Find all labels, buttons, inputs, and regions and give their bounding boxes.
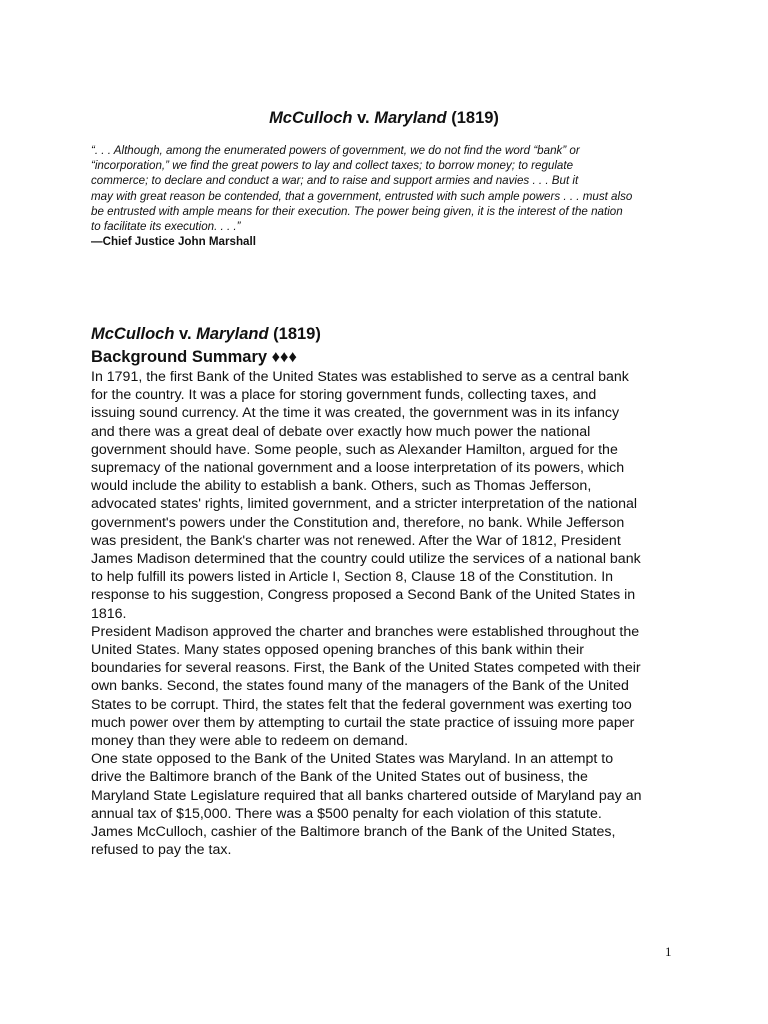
title-case-second: Maryland	[374, 109, 447, 127]
body-line: annual tax of $15,000. There was a $500 penalty for each violation of this statute.	[91, 805, 602, 822]
body-line: 1816.	[91, 605, 127, 622]
body-paragraph	[91, 368, 691, 623]
body-line: United States. Many states opposed opening branches of this bank within their	[91, 642, 584, 659]
body-line: to help fulfill its powers listed in Article I, Section 8, Clause 18 of the Constitution. In	[91, 569, 614, 586]
section-case-first: McCulloch	[91, 325, 175, 343]
section-versus: v.	[174, 325, 197, 343]
background-summary	[91, 368, 691, 859]
body-line: money than they were able to redeem on demand.	[91, 733, 409, 750]
section-case-second: Maryland	[196, 325, 269, 343]
body-line: supremacy of the national government and a loose interpretation of its powers, which	[91, 460, 625, 477]
body-line: much power over them by attempting to curtail the state practice of issuing more paper	[91, 714, 635, 731]
body-line: States to be corrupt. Third, the states felt that the federal government was exerting too	[91, 696, 632, 713]
section-subtitle: Background Summary ♦♦♦	[91, 348, 297, 366]
body-line: issuing sound currency. At the time it was created, the government was in its infancy	[91, 405, 620, 422]
body-line: and there was a great deal of debate over exactly how much power the national	[91, 423, 591, 440]
body-line: One state opposed to the Bank of the United States was Maryland. In an attempt to	[91, 751, 614, 768]
body-line: government's powers under the Constitution and, therefore, no bank. While Jefferson	[91, 514, 625, 531]
body-line: advocated states' rights, limited government, and a stricter interpretation of the national	[91, 496, 638, 513]
body-line: In 1791, the first Bank of the United States was established to serve as a central bank	[91, 369, 629, 385]
body-line: for the country. It was a place for storing government funds, collecting taxes, and	[91, 387, 597, 404]
quote-line: be entrusted with ample means for their execution. The power being given, it is the interest of the nation	[91, 204, 623, 218]
page-title	[0, 108, 768, 128]
quote-line: may with great reason be contended, that a government, entrusted with such ample powers . . . must also	[91, 189, 633, 203]
section-year: (1819)	[268, 325, 321, 343]
quote-line: to facilitate its execution. . . .”	[91, 220, 241, 234]
body-line: President Madison approved the charter and branches were established throughout the	[91, 623, 640, 640]
body-line: James McCulloch, cashier of the Baltimore branch of the Bank of the United States,	[91, 824, 616, 841]
quote-line: “. . . Although, among the enumerated powers of government, we do not find the word “bank” or	[91, 144, 580, 157]
quote-attribution: —Chief Justice John Marshall	[91, 235, 256, 249]
body-line: would include the ability to establish a bank. Others, such as Thomas Jefferson,	[91, 478, 592, 495]
body-line: James Madison determined that the country could utilize the services of a national bank	[91, 551, 641, 568]
body-line: was president, the Bank's charter was not renewed. After the War of 1812, President	[91, 532, 621, 549]
body-line: response to his suggestion, Congress proposed a Second Bank of the United States in	[91, 587, 636, 604]
body-line: refused to pay the tax.	[91, 842, 232, 859]
body-paragraph	[91, 623, 691, 750]
body-line: drive the Baltimore branch of the Bank of the United States out of business, the	[91, 769, 588, 786]
quote-line: “incorporation,” we find the great powers to lay and collect taxes; to borrow money; to regulate	[91, 159, 574, 173]
page-number: 1	[665, 944, 672, 959]
body-line: government should have. Some people, such as Alexander Hamilton, argued for the	[91, 441, 618, 458]
quote-text	[91, 143, 691, 234]
body-paragraph	[91, 750, 691, 859]
title-year: (1819)	[446, 109, 499, 127]
title-versus: v.	[352, 109, 375, 127]
marshall-quote	[91, 143, 691, 249]
quote-line: commerce; to declare and conduct a war; and to raise and support armies and navies . . . But it	[91, 174, 579, 188]
body-line: boundaries for several reasons. First, the Bank of the United States competed with their	[91, 660, 641, 677]
body-line: Maryland State Legislature required that all banks chartered outside of Maryland pay an	[91, 787, 642, 804]
title-case-first: McCulloch	[269, 109, 353, 127]
section-title	[91, 323, 321, 345]
body-line: own banks. Second, the states found many of the managers of the Bank of the United	[91, 678, 629, 695]
